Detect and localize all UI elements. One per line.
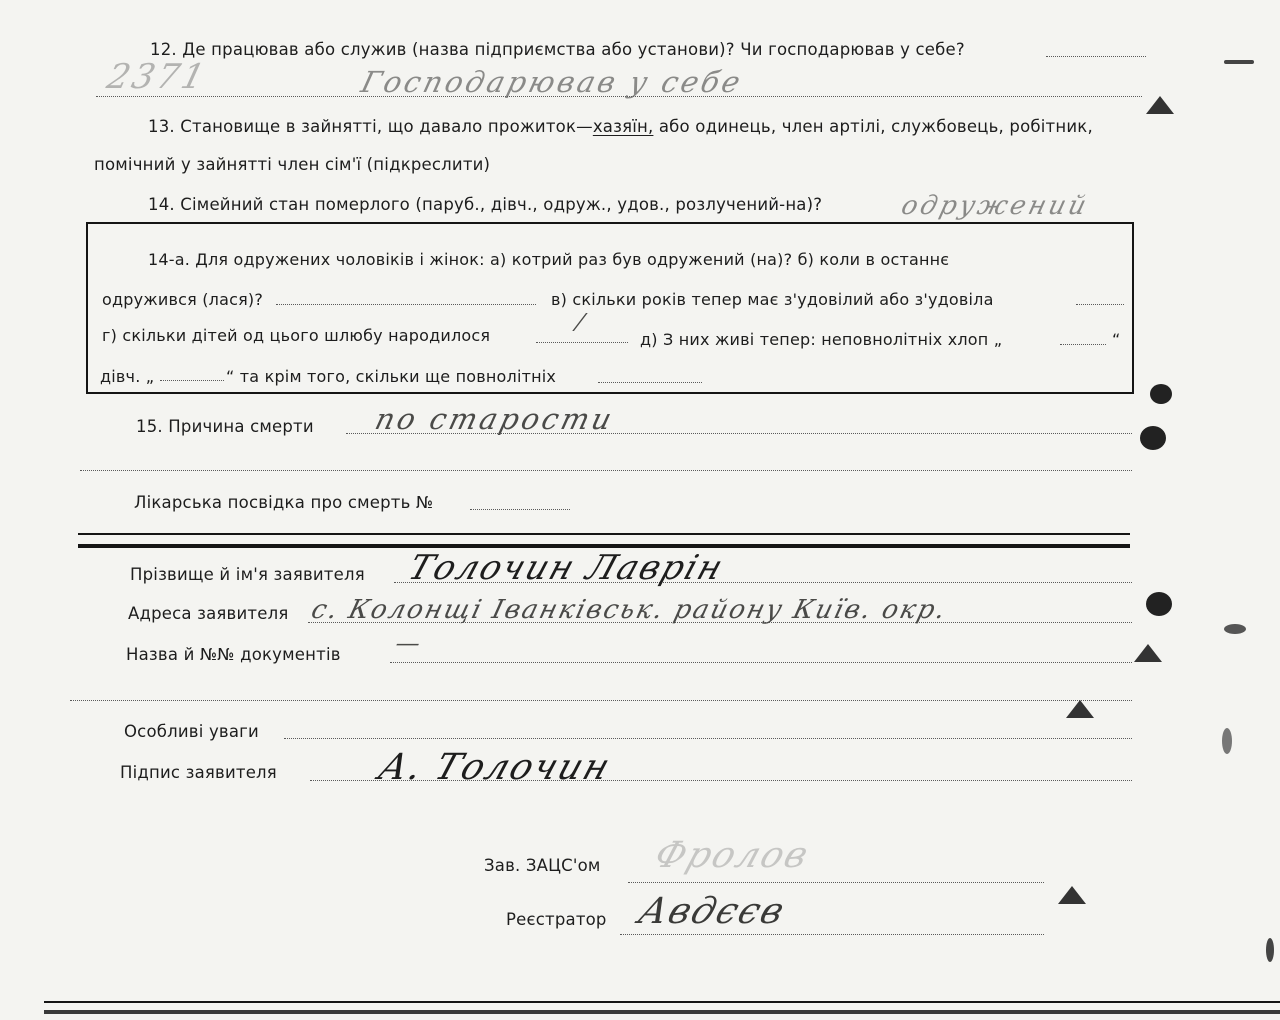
q15-label: 15. Причина смерти bbox=[136, 417, 314, 436]
q15-answer-handwritten: по старости bbox=[371, 402, 619, 436]
signature-label: Підпис заявителя bbox=[120, 763, 277, 782]
q13-underlined-choice: хазяїн, bbox=[592, 117, 654, 136]
applicant-address-handwritten: с. Колонщі Іванківськ. району Київ. окр. bbox=[308, 595, 951, 625]
applicant-name-label: Прізвище й ім'я заявителя bbox=[130, 565, 365, 584]
medical-certificate-label: Лікарська посвідка про смерть № bbox=[134, 493, 434, 512]
q15-dotted-line-b bbox=[80, 470, 1132, 471]
q12-label: 12. Де працював або служив (назва підприємства або установи)? Чи господарював у себе? bbox=[150, 40, 965, 59]
documents-label: Назва й №№ документів bbox=[126, 645, 341, 664]
q13-line1-end: або одинець, член артілі, службовець, робітник, bbox=[653, 117, 1093, 136]
q14a-line1: 14-а. Для одружених чоловіків і жінок: а) котрий раз був одружений (на)? б) коли в останнє bbox=[148, 250, 950, 269]
q12-dotted-line-b bbox=[96, 96, 1142, 97]
documents-handwritten: — bbox=[392, 629, 427, 657]
q13-line1-start: 13. Становище в зайнятті, що давало прожиток— bbox=[148, 117, 593, 136]
q14a-children-mark: / bbox=[573, 310, 590, 335]
medical-dotted-line bbox=[470, 509, 570, 510]
q13-line2: помічний у зайнятті член сім'ї (підкреслити) bbox=[94, 155, 491, 174]
q14a-line3a: г) скільки дітей од цього шлюбу народилося bbox=[102, 326, 491, 345]
q14a-dotted-5 bbox=[160, 380, 224, 381]
stain-3 bbox=[1146, 592, 1172, 616]
q14a-line2a: одружився (лася)? bbox=[102, 290, 264, 309]
q14a-dotted-1 bbox=[276, 304, 536, 305]
q14-answer-handwritten: одружений bbox=[898, 191, 1093, 221]
q14-label: 14. Сімейний стан померлого (паруб., дівч., одруж., удов., розлучений-на)? bbox=[148, 195, 823, 214]
documents-line bbox=[390, 662, 1132, 663]
stain-1 bbox=[1150, 384, 1172, 404]
notes-line bbox=[284, 738, 1132, 739]
q14a-line3b: д) З них живі тепер: неповнолітніх хлоп „ bbox=[640, 330, 1003, 349]
head-of-registry-line bbox=[628, 882, 1044, 883]
punch-mark-1 bbox=[1146, 96, 1174, 114]
q12-answer-handwritten: Господарював у себе bbox=[357, 65, 747, 99]
registrar-label: Реєстратор bbox=[506, 910, 607, 929]
q14a-dotted-2 bbox=[1076, 304, 1124, 305]
head-of-registry-signature: Фролов bbox=[649, 835, 815, 876]
q12-dotted-line-a bbox=[1046, 56, 1146, 57]
q14a-line4b: “ та крім того, скільки ще повнолітніх bbox=[226, 367, 557, 386]
punch-mark-2 bbox=[1134, 644, 1162, 662]
bottom-rule-thick bbox=[44, 1010, 1280, 1014]
q14a-dotted-3 bbox=[536, 342, 628, 343]
q14a-line3c: “ bbox=[1112, 330, 1121, 349]
head-of-registry-label: Зав. ЗАЦС'ом bbox=[484, 856, 601, 875]
edge-mark-1 bbox=[1224, 60, 1254, 64]
q14a-dotted-6 bbox=[598, 382, 702, 383]
q12-margin-note: 2371 bbox=[103, 57, 212, 97]
punch-mark-4 bbox=[1058, 886, 1086, 904]
applicant-name-handwritten: Толочин Лаврін bbox=[403, 548, 730, 588]
documents-line-b bbox=[70, 700, 1132, 701]
punch-mark-3 bbox=[1066, 700, 1094, 718]
edge-mark-4 bbox=[1266, 938, 1274, 962]
registrar-line bbox=[620, 934, 1044, 935]
q14a-line4a: дівч. „ bbox=[100, 367, 155, 386]
bottom-rule-thin bbox=[44, 1001, 1280, 1003]
registrar-signature: Авдєєв bbox=[633, 891, 792, 932]
q13-line1 bbox=[148, 117, 1093, 137]
separator-thin bbox=[78, 533, 1130, 535]
applicant-signature: А. Толочин bbox=[373, 747, 617, 788]
edge-mark-3 bbox=[1222, 728, 1232, 754]
applicant-address-label: Адреса заявителя bbox=[128, 604, 289, 623]
q14a-line2b: в) скільки років тепер має з'удовілий або з'удовіла bbox=[551, 290, 994, 309]
edge-mark-2 bbox=[1224, 624, 1246, 634]
stain-2 bbox=[1140, 426, 1166, 450]
notes-label: Особливі уваги bbox=[124, 722, 259, 741]
q14a-dotted-4 bbox=[1060, 344, 1106, 345]
